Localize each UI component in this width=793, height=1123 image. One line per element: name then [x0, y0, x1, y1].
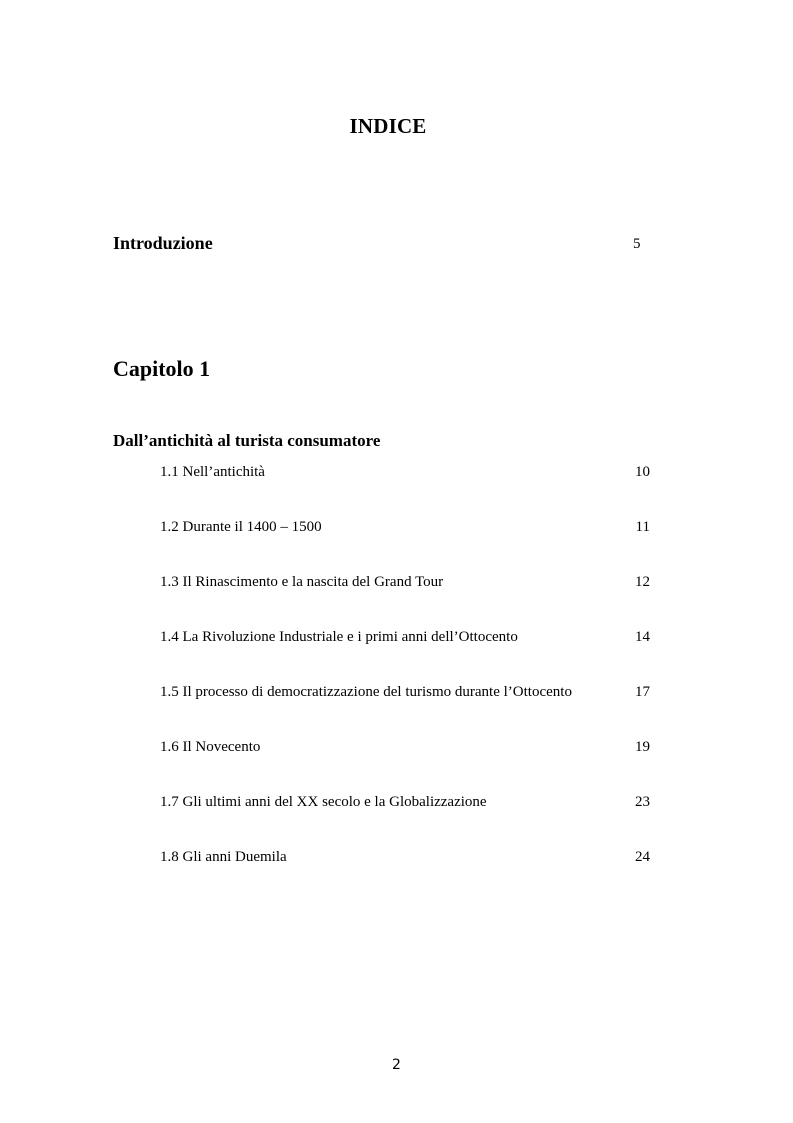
toc-entry-label: 1.7 Gli ultimi anni del XX secolo e la Globalizzazione	[160, 794, 487, 810]
toc-entry-label: 1.4 La Rivoluzione Industriale e i primi anni dell’Ottocento	[160, 629, 518, 645]
toc-entry-page: 11	[635, 519, 650, 535]
toc-entry-page: 24	[635, 849, 650, 865]
toc-entry-label: 1.2 Durante il 1400 – 1500	[160, 519, 322, 535]
toc-entry-page: 12	[635, 574, 650, 590]
toc-entry-label: 1.3 Il Rinascimento e la nascita del Grand Tour	[160, 574, 444, 590]
page-number: 2	[392, 1057, 401, 1073]
toc-entry-label: 1.1 Nell’antichità	[160, 464, 265, 480]
toc-entry-page: 10	[635, 464, 650, 480]
chapter-heading: Capitolo 1	[113, 356, 211, 381]
toc-entry-label: Introduzione	[113, 233, 213, 253]
toc-entry-page: 17	[635, 684, 650, 700]
toc-entry-label: 1.8 Gli anni Duemila	[160, 849, 287, 865]
page-title: INDICE	[349, 114, 427, 138]
toc-entry-label: 1.6 Il Novecento	[160, 739, 261, 755]
toc-entry-label: 1.5 Il processo di democratizzazione del turismo durante l’Ottocento	[160, 684, 572, 700]
toc-entry-page: 5	[633, 236, 641, 252]
toc-entry-page: 14	[635, 629, 650, 645]
chapter-subtitle: Dall’antichità al turista consumatore	[113, 431, 381, 450]
toc-entry-page: 23	[635, 794, 650, 810]
toc-entry-page: 19	[635, 739, 650, 755]
